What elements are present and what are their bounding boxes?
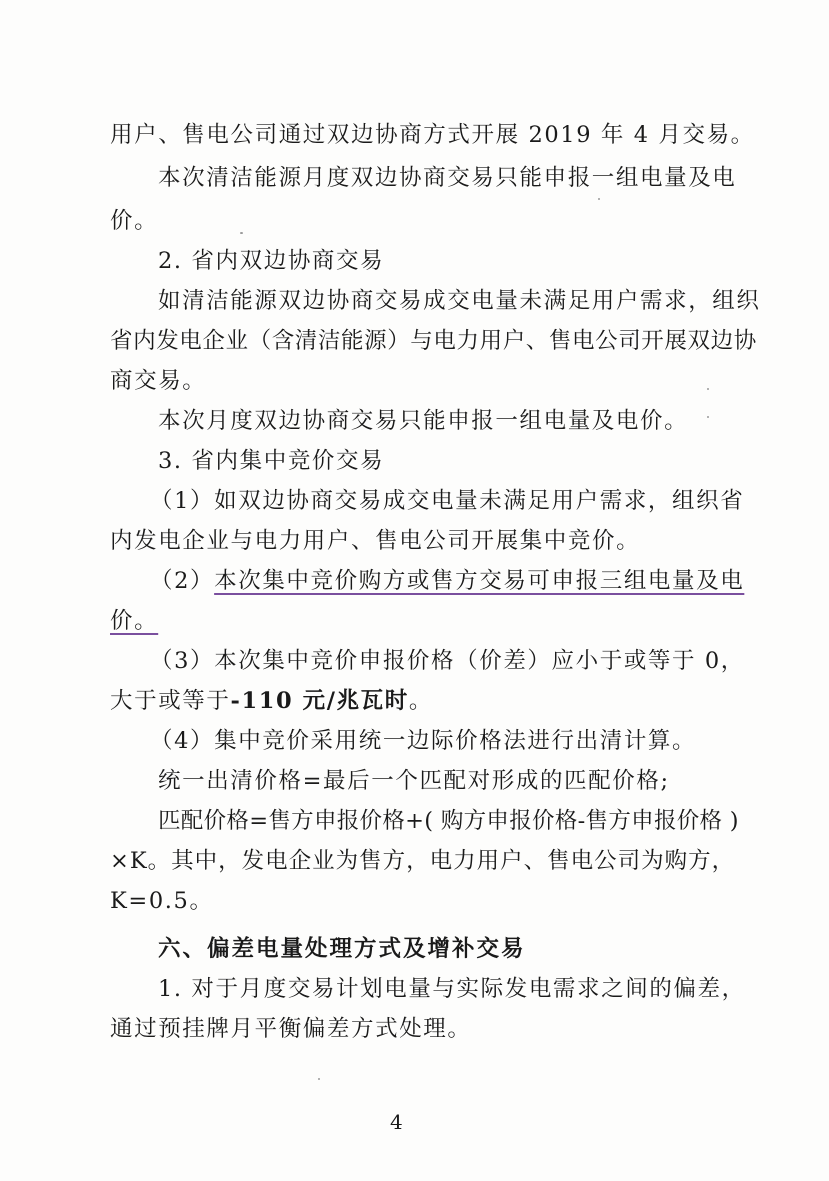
text-line: 通过预挂牌月平衡偏差方式处理。 (110, 1016, 472, 1042)
text-line: 匹配价格=售方申报价格+( 购方申报价格-售方申报价格 ) (158, 808, 739, 834)
scan-speck (707, 416, 709, 418)
bold-value: -110 元/兆瓦时 (230, 688, 409, 714)
page-number: 4 (390, 1110, 403, 1134)
section-title: 六、偏差电量处理方式及增补交易 (158, 936, 526, 962)
text-line: ×K。其中，发电企业为售方，电力用户、售电公司为购方， (110, 848, 736, 874)
text-line: 价。 (110, 208, 159, 234)
text-line: K=0.5。 (110, 888, 214, 914)
text-line: 省内发电企业（含清洁能源）与电力用户、售电公司开展双边协 (110, 328, 757, 354)
scan-speck (598, 198, 600, 200)
text-line: （4）集中竞价采用统一边际价格法进行出清计算。 (150, 728, 697, 754)
scan-speck (318, 1078, 320, 1080)
scan-speck (240, 232, 243, 234)
text-line: 商交易。 (110, 368, 207, 394)
scan-speck (707, 388, 709, 390)
text-line: （3）本次集中竞价申报价格（价差）应小于或等于 0， (150, 648, 745, 674)
text-line: （1）如双边协商交易成交电量未满足用户需求，组织省 (150, 488, 745, 514)
text-line (150, 566, 744, 596)
text-line: 用户、售电公司通过双边协商方式开展 2019 年 4 月交易。 (110, 122, 755, 148)
text-line: 如清洁能源双边协商交易成交电量未满足用户需求，组织 (158, 288, 761, 314)
text-span: 。 (408, 688, 433, 714)
item-number: （2） (150, 568, 215, 594)
underlined-text: 价。 (110, 608, 159, 634)
text-line: 本次清洁能源月度双边协商交易只能申报一组电量及电 (158, 165, 737, 191)
text-line: 内发电企业与电力用户、售电公司开展集中竞价。 (110, 528, 641, 554)
section-heading: 2. 省内双边协商交易 (158, 248, 385, 274)
text-line (110, 606, 158, 636)
text-line (110, 686, 433, 716)
text-line: 统一出清价格=最后一个匹配对形成的匹配价格; (158, 768, 670, 794)
underlined-text: 本次集中竞价购方或售方交易可申报三组电量及电 (214, 568, 745, 594)
text-line: 1. 对于月度交易计划电量与实际发电需求之间的偏差， (158, 976, 746, 1002)
text-line: 本次月度双边协商交易只能申报一组电量及电价。 (158, 408, 689, 434)
text-span: 大于或等于 (110, 688, 231, 714)
section-heading: 3. 省内集中竞价交易 (158, 448, 385, 474)
